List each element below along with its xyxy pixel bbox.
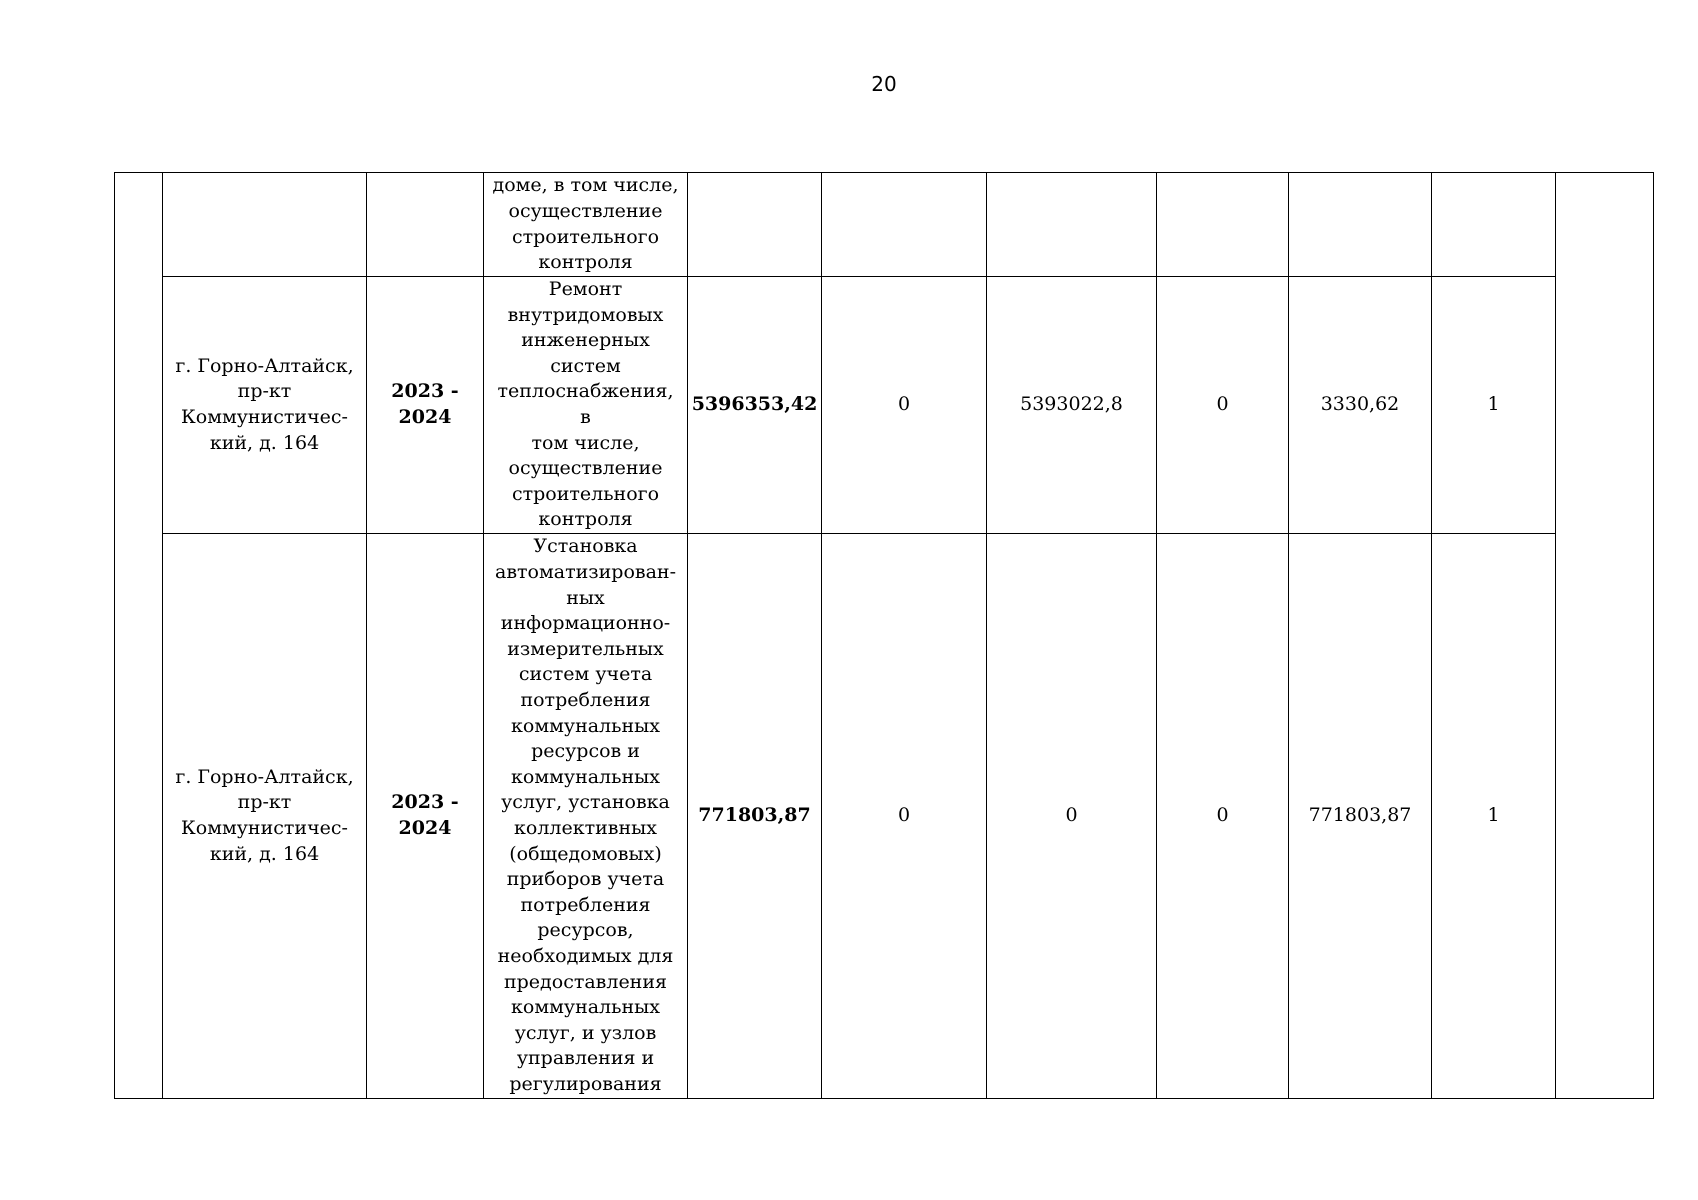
value-cell: 0 xyxy=(1157,533,1289,1098)
row-number-cell xyxy=(115,173,163,1099)
work-description: Установка автоматизирован- ных информационно- измерительных систем учета потребления коммунальных ресурсов и коммунальных услуг, установка коллективных (общедомовых) приборов учета потребления ресурсов, необходимых для предоставления коммунальных услуг, и узлов управления и регулирования xyxy=(495,535,676,1095)
total-cost-cell: 5396353,42 xyxy=(688,277,822,534)
value-cell xyxy=(822,173,987,277)
value-cell: 0 xyxy=(1157,277,1289,534)
data-table xyxy=(114,172,1654,1099)
value-cell: 0 xyxy=(987,533,1157,1098)
work-description: Ремонт внутридомовых инженерных систем теплоснабжения, в том числе, осуществление строительного контроля xyxy=(497,278,674,531)
notes-cell xyxy=(1556,173,1654,1099)
work-description: доме, в том числе, осуществление строительного контроля xyxy=(492,174,679,274)
value-cell xyxy=(987,173,1157,277)
years-cell: 2023 - 2024 xyxy=(367,277,484,534)
address-cell: г. Горно-Алтайск, пр-кт Коммунистичес- кий, д. 164 xyxy=(163,277,367,534)
value-cell: 771803,87 xyxy=(1289,533,1432,1098)
table-row xyxy=(115,533,1654,1098)
value-cell: 1 xyxy=(1432,533,1556,1098)
years-cell xyxy=(367,173,484,277)
total-cost-cell xyxy=(688,173,822,277)
years-cell: 2023 - 2024 xyxy=(367,533,484,1098)
table-row xyxy=(115,173,1654,277)
work-description-cell xyxy=(484,173,688,277)
value-cell xyxy=(1157,173,1289,277)
value-cell xyxy=(1289,173,1432,277)
address-cell xyxy=(163,173,367,277)
value-cell: 3330,62 xyxy=(1289,277,1432,534)
address-cell: г. Горно-Алтайск, пр-кт Коммунистичес- кий, д. 164 xyxy=(163,533,367,1098)
page-number: 20 xyxy=(871,72,897,96)
value-cell: 1 xyxy=(1432,277,1556,534)
value-cell xyxy=(1432,173,1556,277)
value-cell: 5393022,8 xyxy=(987,277,1157,534)
work-description-cell xyxy=(484,277,688,534)
table-row xyxy=(115,277,1654,534)
work-description-cell xyxy=(484,533,688,1098)
value-cell: 0 xyxy=(822,533,987,1098)
total-cost-cell: 771803,87 xyxy=(688,533,822,1098)
value-cell: 0 xyxy=(822,277,987,534)
